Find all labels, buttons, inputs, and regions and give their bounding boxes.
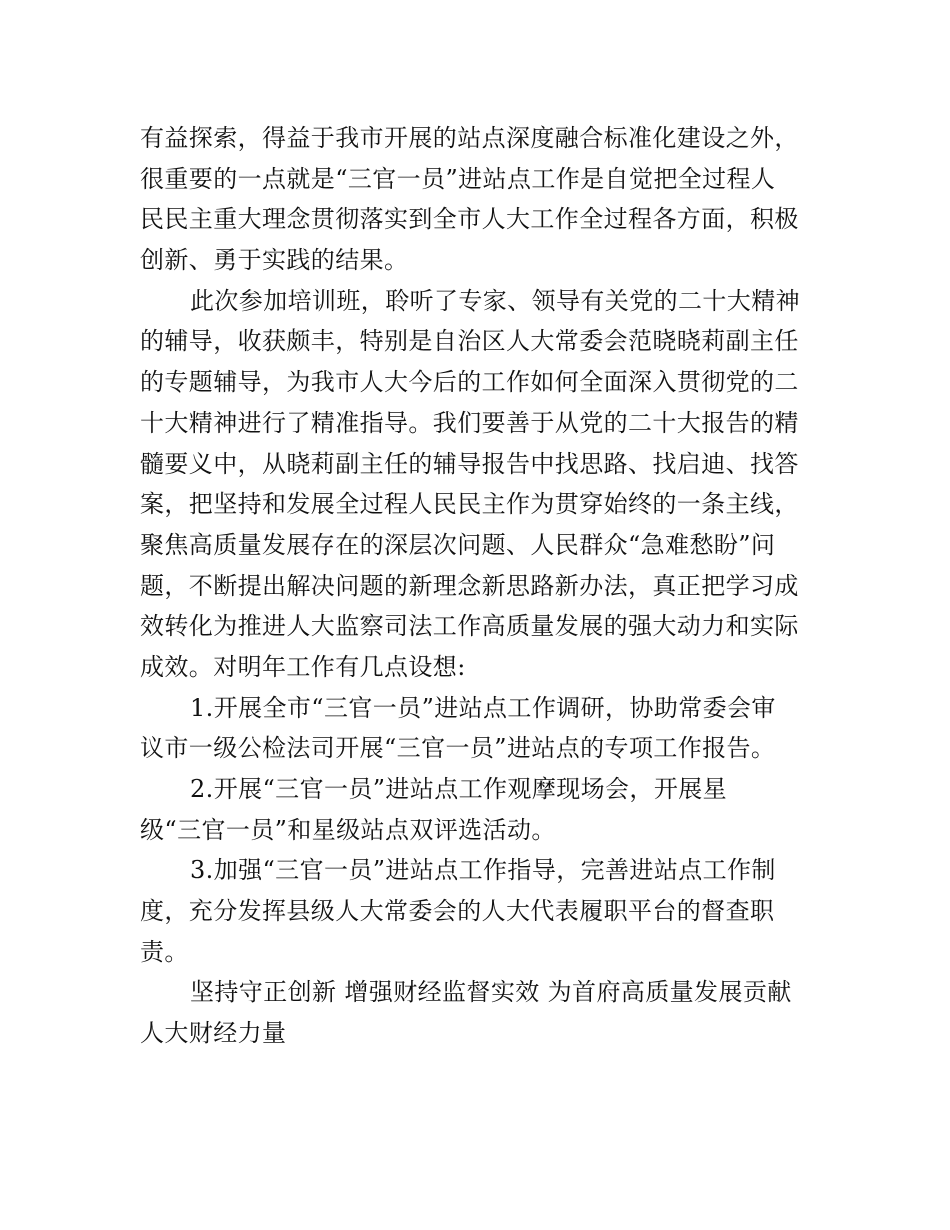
text-line-20: 度，充分发挥县级人大常委会的人大代表履职平台的督查职 <box>140 897 775 926</box>
text-line-5: 此次参加培训班，聆听了专家、领导有关党的二十大精神 <box>190 286 800 315</box>
text-line-2: 很重要的一点就是“三官一员”进站点工作是自觉把全过程人 <box>140 164 776 193</box>
text-line-23: 人大财经力量 <box>140 1019 287 1048</box>
text-line-18: 级“三官一员”和星级站点双评选活动。 <box>140 815 556 844</box>
text-line-17: 2.开展“三官一员”进站点工作观摩现场会，开展星 <box>190 775 728 803</box>
text-line-4: 创新、勇于实践的结果。 <box>140 246 409 275</box>
text-line-19: 3.加强“三官一员”进站点工作指导，完善进站点工作制 <box>190 856 776 885</box>
text-line-9: 髓要义中，从晓莉副主任的辅导报告中找思路、找启迪、找答 <box>140 449 799 478</box>
text-line-12: 题，不断提出解决问题的新理念新思路新办法，真正把学习成 <box>140 571 799 600</box>
text-line-22: 坚持守正创新 增强财经监督实效 为首府高质量发展贡献 <box>190 978 792 1007</box>
text-line-11: 聚焦高质量发展存在的深层次问题、人民群众“急难愁盼”问 <box>140 530 776 559</box>
text-line-13: 效转化为推进人大监察司法工作高质量发展的强大动力和实际 <box>140 612 799 641</box>
text-line-3: 民民主重大理念贯彻落实到全市人大工作全过程各方面，积极 <box>140 205 799 234</box>
document-page <box>140 118 812 1054</box>
text-line-8: 十大精神进行了精准指导。我们要善于从党的二十大报告的精 <box>140 408 799 437</box>
text-line-7: 的专题辅导，为我市人大今后的工作如何全面深入贯彻党的二 <box>140 368 799 397</box>
text-line-6: 的辅导，收获颇丰，特别是自治区人大常委会范晓晓莉副主任 <box>140 327 799 356</box>
text-line-10: 案，把坚持和发展全过程人民民主作为贯穿始终的一条主线， <box>140 490 799 519</box>
text-line-14: 成效。对明年工作有几点设想: <box>140 652 466 681</box>
text-line-15: 1.开展全市“三官一员”进站点工作调研，协助常委会审 <box>190 693 776 722</box>
text-line-1: 有益探索，得益于我市开展的站点深度融合标准化建设之外， <box>140 124 799 152</box>
text-line-21: 责。 <box>140 937 189 966</box>
text-line-16: 议市一级公检法司开展“三官一员”进站点的专项工作报告。 <box>140 734 776 763</box>
